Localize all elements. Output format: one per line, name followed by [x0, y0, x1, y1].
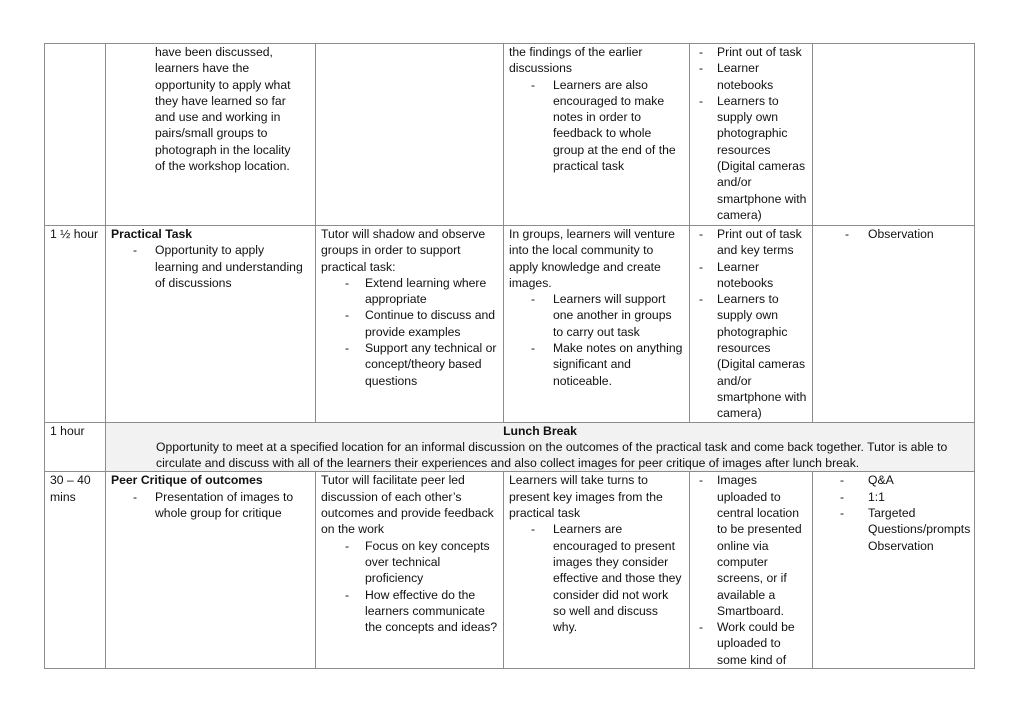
list-item: - Learners will support one another in groups to carry out task [509, 291, 684, 340]
list-item: - Focus on key concepts over technical proficiency [343, 538, 498, 587]
tutor-cell [316, 44, 504, 226]
list-item: - Print out of task and key terms [695, 226, 807, 259]
table-row [45, 44, 975, 226]
session-plan-table [44, 43, 975, 669]
assessment-cell [813, 44, 975, 226]
tutor-cell [316, 472, 504, 669]
activity-line: and use and working in [155, 110, 281, 125]
resources-cell [690, 226, 813, 423]
activity-title: Peer Critique of outcomes [111, 473, 263, 488]
list-item: - How effective do the learners communicate the concepts and ideas? [343, 587, 498, 636]
list-item: - Make notes on anything significant and noticeable. [509, 340, 684, 389]
tutor-intro: Tutor will shadow and observe groups in order to support practical task: [321, 227, 486, 274]
resources-cell [690, 472, 813, 669]
table-row-lunch [45, 422, 975, 472]
list-item: - Print out of task [695, 44, 807, 60]
list-item: - Presentation of images to whole group for critique [111, 489, 310, 522]
lunch-cell [106, 422, 975, 472]
tutor-intro: Tutor will facilitate peer led discussion of each other’s outcomes and provide feedback on the work [321, 473, 494, 537]
list-item: - Continue to discuss and provide examples [343, 307, 498, 340]
list-item: - Learner notebooks [695, 60, 807, 93]
list-item: - Targeted Questions/prompts Observation [818, 505, 969, 554]
time-cell: 30 – 40 mins [45, 472, 106, 669]
assessment-cell [813, 226, 975, 423]
time-cell [45, 44, 106, 226]
assessment-cell [813, 472, 975, 669]
learner-cell [504, 44, 690, 226]
lunch-text: Opportunity to meet at a specified location for an informal discussion on the outcomes of the practical task and come back together. Tutor is able to circulate and discuss with all of the learners their experiences and also collect images for peer critique of images after lunch break. [156, 439, 948, 471]
activity-line: learners have the [155, 61, 250, 76]
activity-cell [106, 226, 316, 423]
list-item: - Learners to supply own photographic resources (Digital cameras and/or smartphone with camera) [695, 93, 807, 223]
activity-cell [106, 44, 316, 226]
activity-line: of the workshop location. [155, 159, 290, 174]
list-item: - Learners to supply own photographic resources (Digital cameras and/or smartphone with camera) [695, 291, 807, 421]
list-item: - Opportunity to apply learning and understanding of discussions [111, 242, 310, 291]
activity-line: pairs/small groups to [155, 126, 268, 141]
list-item: - Observation [818, 226, 969, 242]
learner-cell [504, 226, 690, 423]
activity-title: Practical Task [111, 227, 193, 241]
activity-line: have been discussed, [155, 45, 273, 59]
list-item: - Support any technical or concept/theory based questions [343, 340, 498, 389]
resources-cell [690, 44, 813, 226]
list-item: - Images uploaded to central location to be presented online via computer screens, or if available a Smartboard. [695, 472, 807, 619]
learner-intro: the findings of the earlier discussions [509, 45, 643, 76]
tutor-cell [316, 226, 504, 423]
list-item: - Learners are also encouraged to make notes in order to feedback to whole group at the end of the practical task [509, 77, 684, 175]
list-item: - 1:1 [818, 489, 969, 505]
learner-intro: In groups, learners will venture into the local community to apply knowledge and create images. [509, 227, 675, 290]
list-item: - Extend learning where appropriate [343, 275, 498, 308]
lunch-title: Lunch Break [503, 423, 577, 438]
time-cell: 1 ½ hour [45, 226, 106, 423]
activity-line: photograph in the locality [155, 142, 291, 157]
table-row [45, 226, 975, 423]
table-row [45, 472, 975, 669]
activity-line: they have learned so far [155, 93, 286, 108]
learner-intro: Learners will take turns to present key images from the practical task [509, 473, 663, 521]
activity-line: opportunity to apply what [155, 77, 291, 92]
time-cell: 1 hour [45, 422, 106, 472]
learner-cell [504, 472, 690, 669]
list-item: - Learner notebooks [695, 259, 807, 292]
list-item: - Work could be uploaded to some kind of [695, 619, 807, 668]
list-item: - Learners are encouraged to present images they consider effective and those they consider did not work so well and discuss why. [509, 521, 684, 635]
activity-cell [106, 472, 316, 669]
list-item: - Q&A [818, 472, 969, 488]
